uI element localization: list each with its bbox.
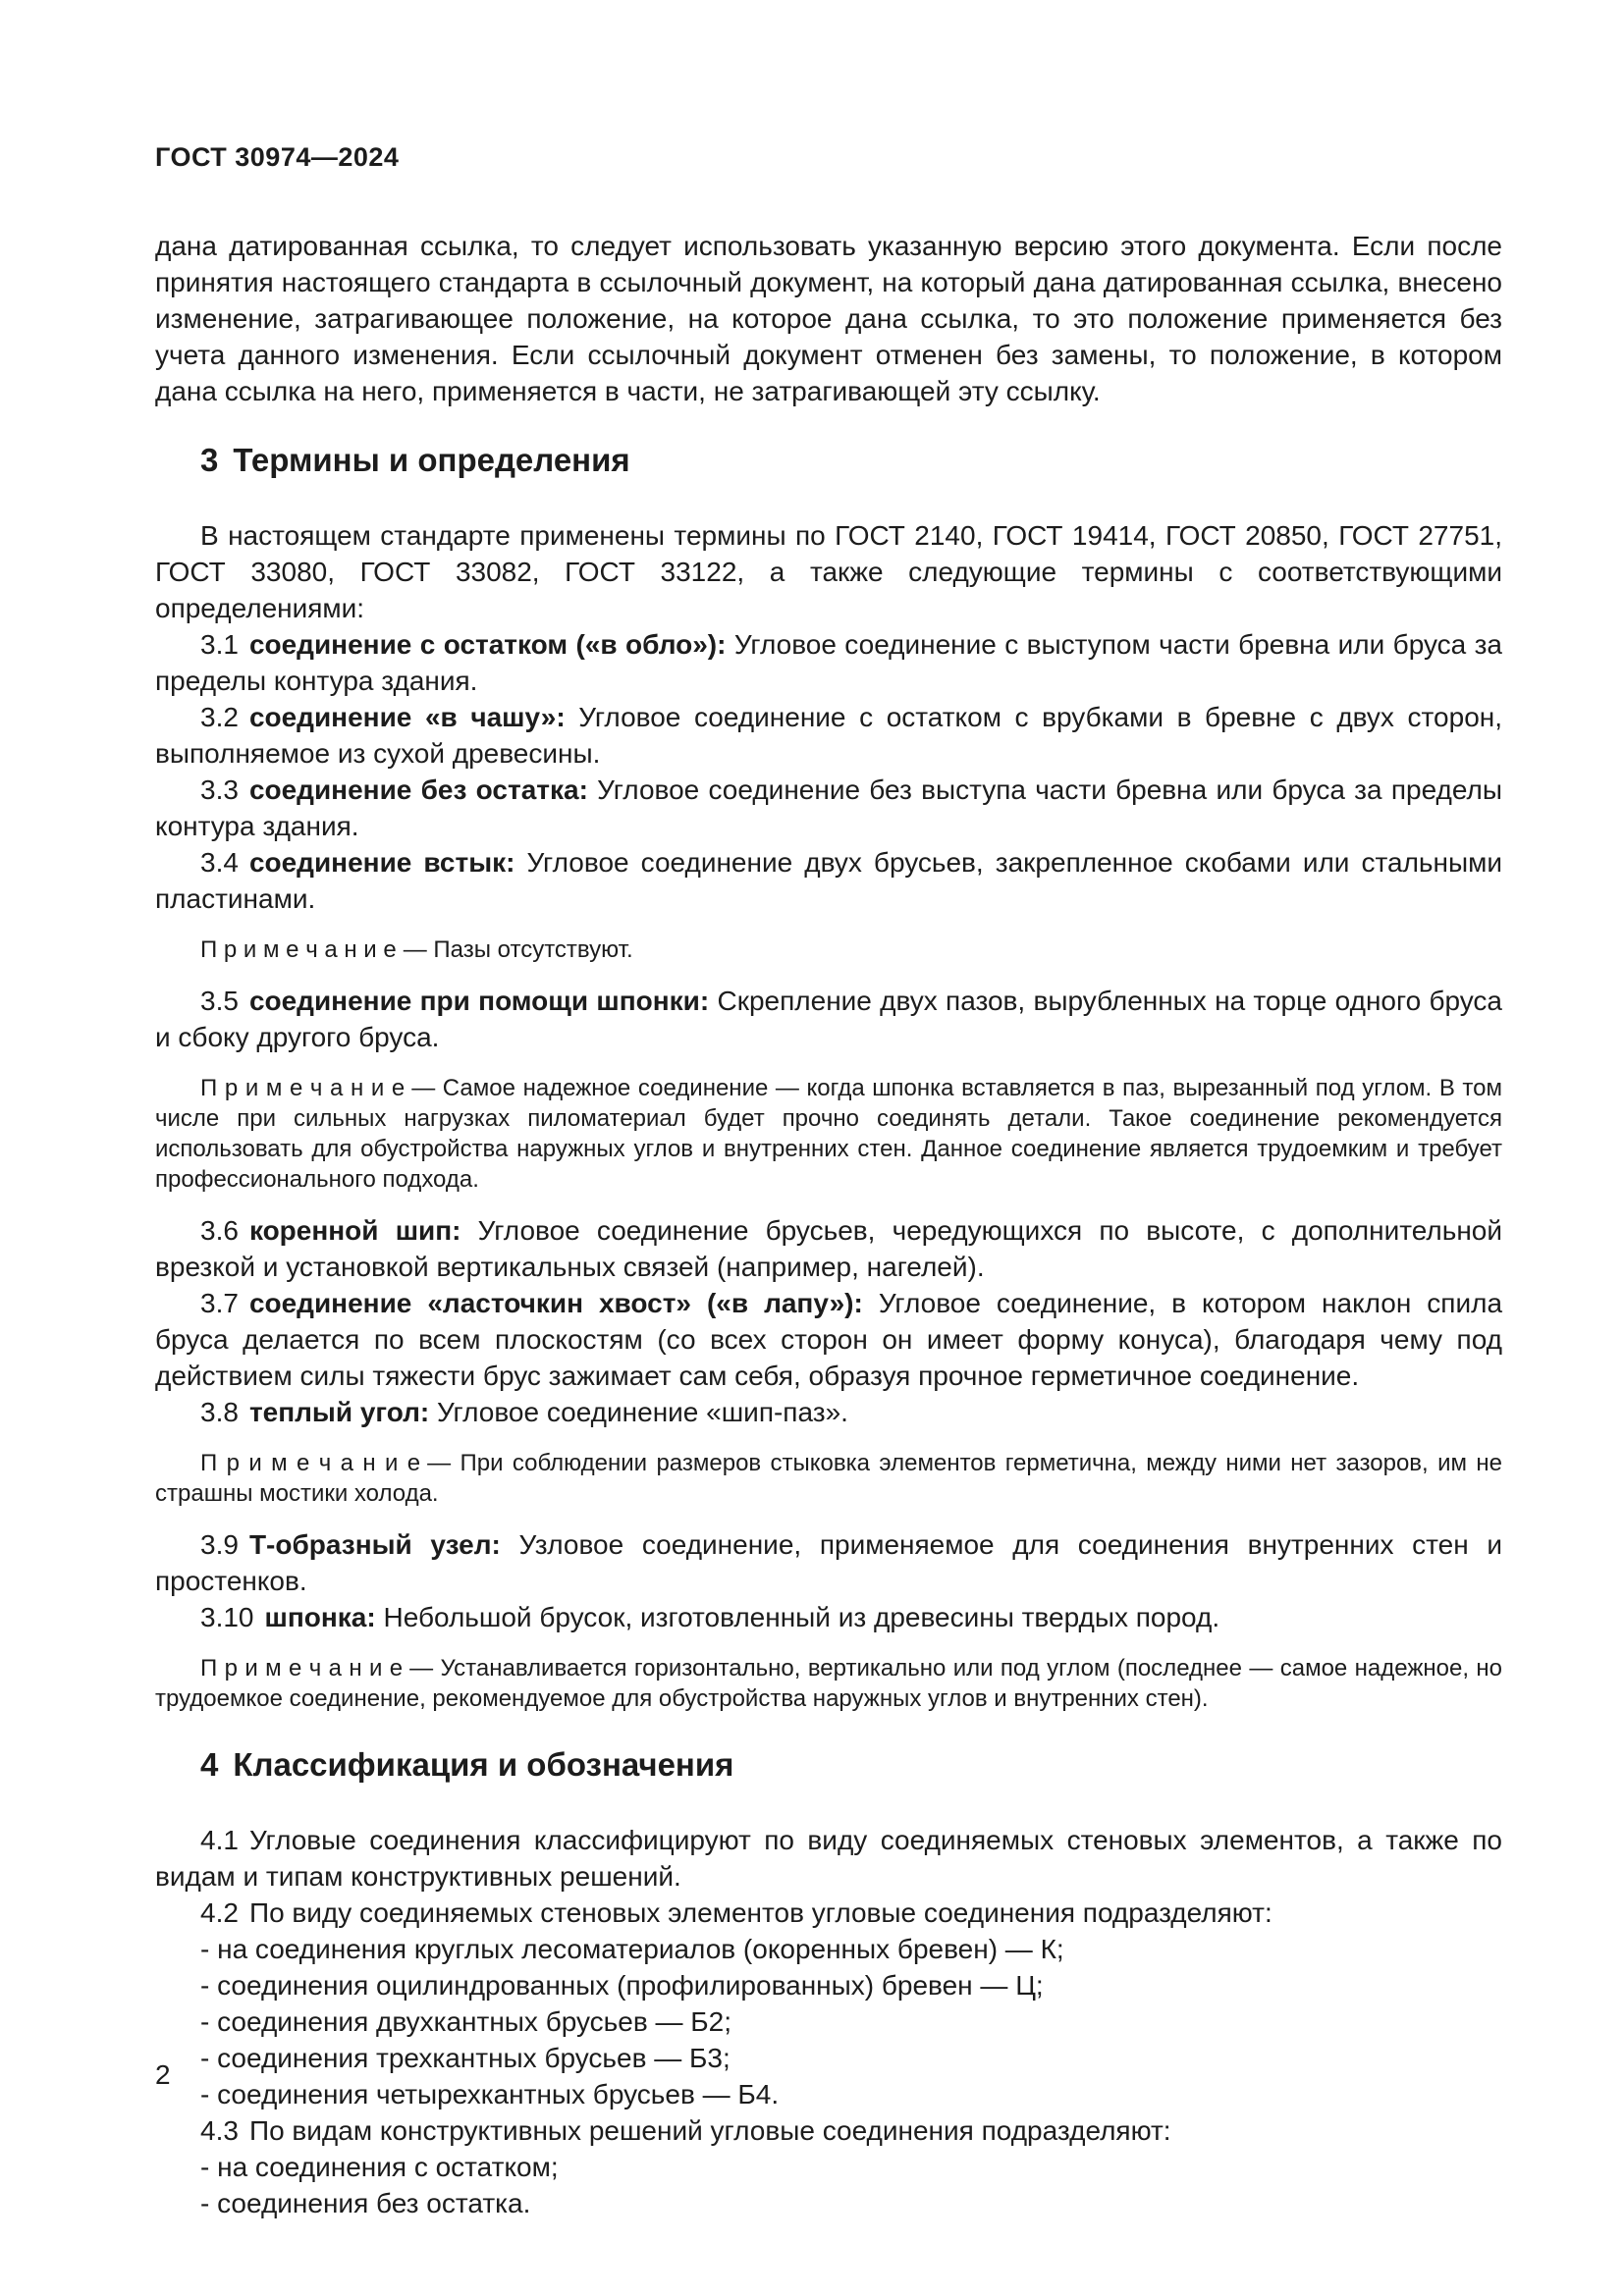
term-3-10-number: 3.10 [200, 1602, 254, 1632]
term-3-1-number: 3.1 [200, 629, 239, 660]
term-3-8-name: теплый угол: [248, 1397, 430, 1427]
running-header: ГОСТ 30974—2024 [155, 142, 400, 172]
term-3-8-definition: Угловое соединение «шип-паз». [437, 1397, 848, 1427]
term-3-8-number: 3.8 [200, 1397, 239, 1427]
section-4-number: 4 [200, 1746, 219, 1783]
list-item-b4: - соединения четырехкантных брусьев — Б4. [200, 2079, 780, 2109]
term-3-4-name: соединение встык: [248, 847, 515, 878]
term-3-3 [155, 772, 1502, 844]
term-3-7-name: соединение «ласточкин хвост» («в лапу»): [248, 1288, 863, 1318]
term-3-9 [155, 1526, 1502, 1599]
note-after-3-5 [155, 1073, 1502, 1195]
term-3-7-definition: Угловое соединение, в котором наклон спила бруса делается по всем плоскостям (со всех сторон он имеет форму конуса), благодаря чему под действием силы тяжести брус зажимает сам себя, образуя прочное герметичное соединение. [155, 1288, 1503, 1391]
term-3-10 [155, 1599, 1502, 1635]
note-label: П р и м е ч а н и е [200, 1075, 406, 1101]
note-label: П р и м е ч а н и е [200, 1655, 404, 1682]
list-item-b2: - соединения двухкантных брусьев — Б2; [200, 2006, 731, 2037]
section-4-title: Классификация и обозначения [233, 1746, 734, 1783]
term-3-10-name: шпонка: [264, 1602, 376, 1632]
term-3-6-number: 3.6 [200, 1215, 239, 1246]
list-item-b3: - соединения трехкантных брусьев — Б3; [200, 2043, 731, 2073]
term-3-1-definition: Угловое соединение с выступом части бревна или бруса за пределы контура здания. [155, 629, 1503, 696]
term-3-2-number: 3.2 [200, 702, 239, 732]
term-3-7 [155, 1285, 1502, 1394]
paragraph-4-2-number: 4.2 [200, 1897, 239, 1928]
term-3-6-name: коренной шип: [248, 1215, 461, 1246]
list-item-k: - на соединения круглых лесоматериалов (окоренных бревен) — К; [200, 1934, 1064, 1964]
section-4-heading [155, 1746, 1502, 1784]
note-after-3-10 [155, 1653, 1502, 1714]
term-3-4 [155, 844, 1502, 917]
paragraph-4-3-number: 4.3 [200, 2115, 239, 2146]
paragraph-4-3-text: По видам конструктивных решений угловые соединения подразделяют: [248, 2115, 1171, 2146]
list-item-with-remainder: - на соединения с остатком; [200, 2152, 559, 2182]
note-label: П р и м е ч а н и е [200, 936, 397, 963]
term-3-2-definition: Угловое соединение с остатком с врубками в бревне с двух сторон, выполняемое из сухой древесины. [155, 702, 1503, 769]
paragraph-4-3 [155, 2112, 1502, 2149]
term-3-1 [155, 626, 1502, 699]
list-item-without-remainder: - соединения без остатка. [200, 2188, 531, 2218]
paragraph-4-1 [155, 1822, 1502, 1895]
term-3-4-number: 3.4 [200, 847, 239, 878]
section-3-title: Термины и определения [233, 442, 630, 478]
paragraph-4-2 [155, 1895, 1502, 1931]
note-after-3-8-text: — При соблюдении размеров стыковка элементов герметична, между ними нет зазоров, им не страшны мостики холода. [155, 1450, 1502, 1507]
note-label: П р и м е ч а н и е [200, 1450, 421, 1476]
term-3-5-definition: Скрепление двух пазов, вырубленных на торце одного бруса и сбоку другого бруса. [155, 986, 1503, 1052]
list-item-c: - соединения оцилиндрованных (профилированных) бревен — Ц; [200, 1970, 1044, 2001]
term-3-6 [155, 1212, 1502, 1285]
term-3-4-definition: Угловое соединение двух брусьев, закрепленное скобами или стальными пластинами. [155, 847, 1502, 914]
note-after-3-10-text: — Устанавливается горизонтально, вертикально или под углом (последнее — самое надежное, но трудоемкое соединение, рекомендуемое для обустройства наружных углов и внутренних стен). [155, 1655, 1502, 1712]
note-after-3-8 [155, 1448, 1502, 1509]
note-after-3-5-text: — Самое надежное соединение — когда шпонка вставляется в паз, вырезанный под углом. В том числе при сильных нагрузках пиломатериал будет прочно соединять детали. Такое соединение рекомендуется использовать для обустройства наружных углов и внутренних стен. Данное соединение является трудоемким и требует профессионального подхода. [155, 1075, 1503, 1193]
paragraph-4-1-number: 4.1 [200, 1825, 239, 1855]
term-3-5-name: соединение при помощи шпонки: [248, 986, 710, 1016]
term-3-3-name: соединение без остатка: [248, 774, 588, 805]
paragraph-4-2-text: По виду соединяемых стеновых элементов угловые соединения подразделяют: [248, 1897, 1272, 1928]
term-3-10-definition: Небольшой брусок, изготовленный из древесины твердых пород. [383, 1602, 1220, 1632]
term-3-2-name: соединение «в чашу»: [248, 702, 566, 732]
term-3-1-name: соединение с остатком («в обло»): [248, 629, 727, 660]
note-after-3-4 [155, 934, 1502, 965]
paragraph-4-1-text: Угловые соединения классифицируют по виду соединяемых стеновых элементов, а также по видам и типам конструктивных решений. [155, 1825, 1502, 1892]
page-content [155, 228, 1502, 2221]
term-3-3-number: 3.3 [200, 774, 239, 805]
term-3-9-number: 3.9 [200, 1529, 239, 1560]
term-3-9-definition: Узловое соединение, применяемое для соединения внутренних стен и простенков. [155, 1529, 1502, 1596]
term-3-7-number: 3.7 [200, 1288, 239, 1318]
term-3-8 [155, 1394, 1502, 1430]
term-3-5-number: 3.5 [200, 986, 239, 1016]
term-3-5 [155, 983, 1502, 1055]
term-3-2 [155, 699, 1502, 772]
intro-paragraph: дана датированная ссылка, то следует использовать указанную версию этого документа. Если после принятия настоящего стандарта в ссылочный документ, на который дана датированная ссылка, внесено изменение, затрагивающее положение, на которое дана ссылка, то это положение применяется без учета данного изменения. Если ссылочный документ отменен без замены, то положение, в котором дана ссылка на него, применяется в части, не затрагивающей эту ссылку. [155, 231, 1502, 406]
section-3-number: 3 [200, 442, 219, 478]
term-3-6-definition: Угловое соединение брусьев, чередующихся по высоте, с дополнительной врезкой и установкой вертикальных связей (например, нагелей). [155, 1215, 1502, 1282]
term-3-3-definition: Угловое соединение без выступа части бревна или бруса за пределы контура здания. [155, 774, 1502, 841]
page-number: 2 [155, 2059, 171, 2090]
section-3-lead-paragraph: В настоящем стандарте применены термины по ГОСТ 2140, ГОСТ 19414, ГОСТ 20850, ГОСТ 27751, ГОСТ 33080, ГОСТ 33082, ГОСТ 33122, а также следующие термины с соответствующими определениями: [155, 520, 1502, 623]
term-3-9-name: Т-образный узел: [248, 1529, 501, 1560]
section-3-heading [155, 442, 1502, 479]
note-after-3-4-text: — Пазы отсутствуют. [403, 936, 633, 963]
